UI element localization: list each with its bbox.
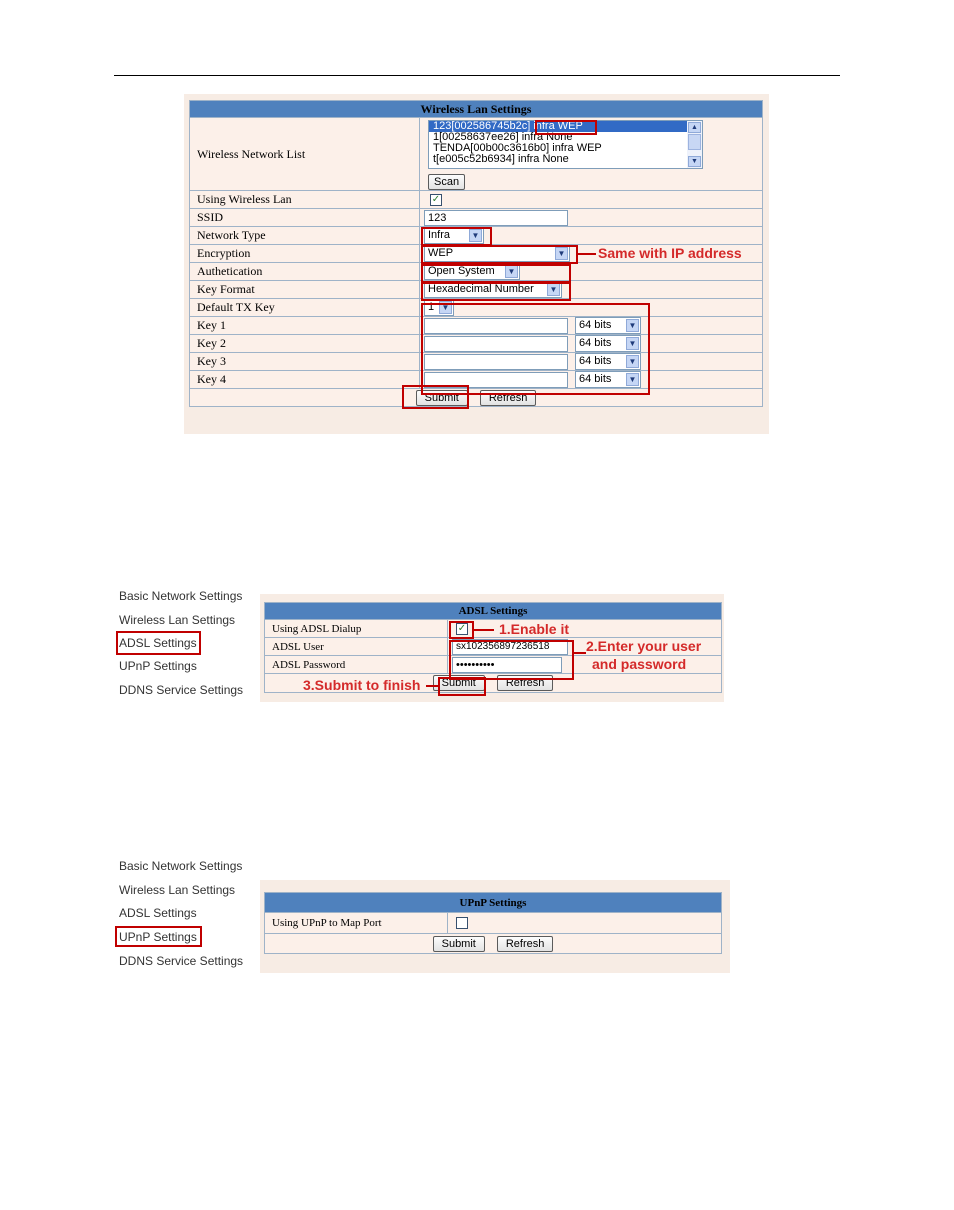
check-icon: ✓ (431, 194, 441, 206)
menu-basic-network[interactable]: Basic Network Settings (119, 859, 243, 873)
chevron-down-icon: ▼ (469, 229, 482, 242)
using-wireless-checkbox[interactable] (430, 194, 442, 206)
highlight-network-type (421, 227, 492, 246)
annotation-line (426, 685, 438, 687)
adsl-password-input[interactable]: •••••••••• (452, 657, 562, 673)
highlight-adsl-dialup (449, 621, 474, 639)
encryption-label: Encryption (190, 245, 420, 263)
upnp-map-port-label: Using UPnP to Map Port (265, 913, 448, 934)
menu-adsl[interactable]: ADSL Settings (119, 636, 197, 650)
ssid-input[interactable]: 123 (424, 210, 568, 226)
wireless-submit-button[interactable]: Submit (416, 390, 468, 406)
chevron-down-icon: ▼ (626, 337, 639, 350)
adsl-user-label: ADSL User (265, 638, 448, 656)
key-1-bits-value: 64 bits (579, 319, 612, 331)
annotation-enter-user: 2.Enter your user (586, 638, 702, 654)
adsl-submit-button[interactable]: Submit (433, 675, 485, 691)
key-3-bits-value: 64 bits (579, 355, 612, 367)
key-format-value: Hexadecimal Number (428, 283, 534, 295)
highlight-authentication (421, 264, 571, 283)
adsl-password-label: ADSL Password (265, 656, 448, 674)
menu-basic-network[interactable]: Basic Network Settings (119, 589, 243, 603)
upnp-title: UPnP Settings (265, 893, 722, 913)
default-tx-key-label: Default TX Key (190, 299, 420, 317)
scroll-down-icon[interactable]: ▼ (688, 156, 701, 167)
wireless-refresh-button[interactable]: Refresh (480, 390, 537, 406)
key-3-label: Key 3 (190, 353, 420, 371)
annotation-line (574, 652, 586, 654)
upnp-map-port-checkbox[interactable] (456, 917, 468, 929)
scroll-up-icon[interactable]: ▲ (688, 122, 701, 133)
highlight-infra-wep (535, 120, 597, 135)
adsl-user-input[interactable]: sx102356897236518 (452, 639, 568, 655)
menu-ddns[interactable]: DDNS Service Settings (119, 954, 244, 968)
network-type-label: Network Type (190, 227, 420, 245)
chevron-down-icon: ▼ (626, 373, 639, 386)
using-wireless-label: Using Wireless Lan (190, 191, 420, 209)
highlight-wireless-submit (402, 385, 469, 409)
network-item[interactable]: 1[00258637ee26] infra None (433, 132, 573, 143)
key-2-bits-value: 64 bits (579, 337, 612, 349)
encryption-value: WEP (428, 247, 454, 259)
ssid-label: SSID (190, 209, 420, 227)
chevron-down-icon: ▼ (626, 319, 639, 332)
highlight-menu-upnp (115, 926, 202, 947)
menu-upnp[interactable]: UPnP Settings (119, 930, 197, 944)
key-format-label: Key Format (190, 281, 420, 299)
page-top-rule (114, 75, 840, 76)
highlight-encryption (421, 245, 578, 264)
upnp-submit-button[interactable]: Submit (433, 936, 485, 952)
scroll-thumb[interactable] (688, 134, 701, 150)
annotation-enable: 1.Enable it (499, 621, 570, 637)
highlight-menu-adsl (116, 631, 201, 655)
network-type-value: Infra (428, 229, 451, 241)
check-icon: ✓ (457, 622, 467, 634)
menu-wireless-lan[interactable]: Wireless Lan Settings (119, 613, 236, 627)
key-4-bits-value: 64 bits (579, 373, 612, 385)
annotation-line (474, 629, 494, 631)
upnp-settings-table (264, 892, 722, 954)
highlight-keys (421, 303, 650, 395)
network-item[interactable]: 123[002586745b2c] infra WEP (429, 121, 702, 132)
scan-button[interactable]: Scan (428, 174, 465, 190)
adsl-title: ADSL Settings (265, 603, 722, 620)
network-list-label: Wireless Network List (190, 118, 420, 191)
chevron-down-icon: ▼ (439, 301, 452, 314)
network-item[interactable]: TENDA[00b00c3616b0] infra WEP (433, 143, 602, 154)
annotation-same-ip: Same with IP address (598, 245, 742, 261)
network-item[interactable]: t[e005c52b6934] infra None (433, 154, 569, 165)
menu-adsl[interactable]: ADSL Settings (119, 906, 197, 920)
chevron-down-icon: ▼ (505, 265, 518, 278)
chevron-down-icon: ▼ (626, 355, 639, 368)
key-4-label: Key 4 (190, 371, 420, 389)
annotation-submit-finish: 3.Submit to finish (303, 677, 421, 693)
adsl-refresh-button[interactable]: Refresh (497, 675, 554, 691)
menu-upnp[interactable]: UPnP Settings (119, 659, 197, 673)
authentication-label: Authetication (190, 263, 420, 281)
key-2-label: Key 2 (190, 335, 420, 353)
menu-ddns[interactable]: DDNS Service Settings (119, 683, 244, 697)
highlight-adsl-credentials (449, 640, 574, 680)
chevron-down-icon: ▼ (555, 247, 568, 260)
highlight-key-format (421, 282, 571, 301)
upnp-refresh-button[interactable]: Refresh (497, 936, 554, 952)
default-tx-key-value: 1 (428, 301, 435, 313)
wireless-title: Wireless Lan Settings (190, 101, 763, 118)
adsl-dialup-label: Using ADSL Dialup (265, 620, 448, 638)
annotation-line (578, 253, 596, 255)
menu-wireless-lan[interactable]: Wireless Lan Settings (119, 883, 236, 897)
highlight-adsl-submit (438, 677, 486, 696)
key-1-label: Key 1 (190, 317, 420, 335)
chevron-down-icon: ▼ (547, 283, 560, 296)
authentication-value: Open System (428, 265, 495, 277)
annotation-and-password: and password (592, 656, 687, 672)
network-list-scrollbar[interactable] (687, 121, 702, 168)
